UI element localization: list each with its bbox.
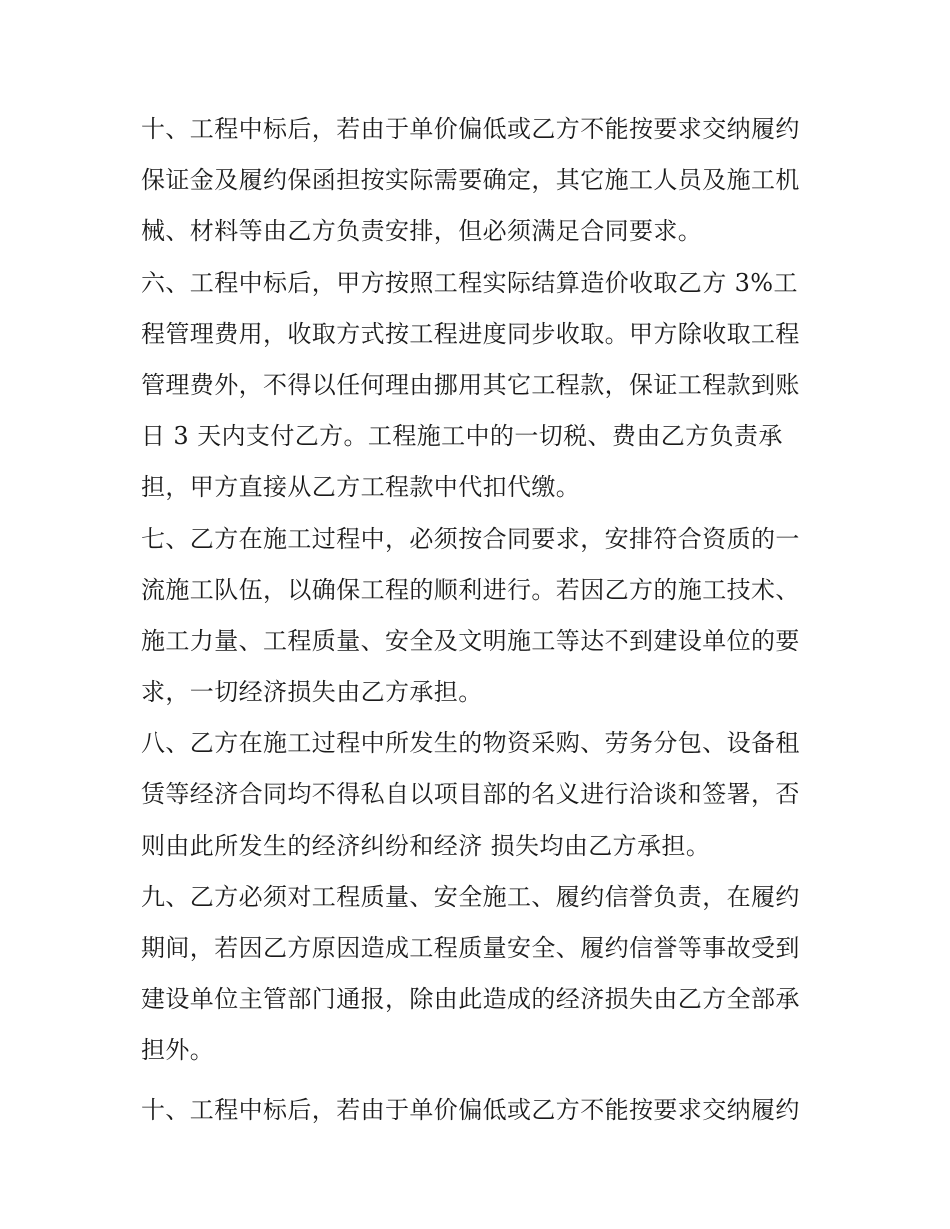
text-line: 担外。 bbox=[141, 1036, 215, 1065]
text-line: 保证金及履约保函担按实际需要确定，其它施工人员及施工机 bbox=[141, 166, 800, 195]
text-line: 十、工程中标后，若由于单价偏低或乙方不能按要求交纳履约 bbox=[141, 115, 800, 143]
paragraph bbox=[141, 258, 813, 514]
text-line: 求，一切经济损失由乙方承担。 bbox=[141, 678, 483, 707]
text-line: 七、乙方在施工过程中，必须按合同要求，安排符合资质的一 bbox=[141, 524, 800, 553]
paragraph bbox=[141, 872, 813, 1077]
text-line: 八、乙方在施工过程中所发生的物资采购、劳务分包、设备租 bbox=[141, 729, 800, 758]
text-line: 六、工程中标后，甲方按照工程实际结算造价收取乙方 3%工 bbox=[141, 268, 798, 297]
text-line: 程管理费用，收取方式按工程进度同步收取。甲方除收取工程 bbox=[141, 319, 800, 348]
paragraph bbox=[141, 718, 813, 872]
text-line: 期间，若因乙方原因造成工程质量安全、履约信誉等事故受到 bbox=[141, 934, 800, 962]
document-page bbox=[141, 104, 813, 1136]
text-line: 施工力量、工程质量、安全及文明施工等达不到建设单位的要 bbox=[141, 626, 800, 655]
text-line: 赁等经济合同均不得私自以项目部的名义进行洽谈和签署，否 bbox=[141, 780, 800, 809]
text-line: 流施工队伍，以确保工程的顺利进行。若因乙方的施工技术、 bbox=[141, 575, 800, 604]
paragraph bbox=[141, 1085, 813, 1136]
paragraph-spacer bbox=[141, 1077, 813, 1085]
paragraph bbox=[141, 514, 813, 719]
text-line: 十、工程中标后，若由于单价偏低或乙方不能按要求交纳履约 bbox=[141, 1095, 800, 1124]
text-line: 日 3 天内支付乙方。工程施工中的一切税、费由乙方负责承 bbox=[141, 422, 783, 451]
text-line: 械、材料等由乙方负责安排，但必须满足合同要求。 bbox=[141, 217, 703, 246]
text-line: 担，甲方直接从乙方工程款中代扣代缴。 bbox=[141, 473, 581, 502]
text-line: 建设单位主管部门通报，除由此造成的经济损失由乙方全部承 bbox=[141, 985, 800, 1014]
text-line: 九、乙方必须对工程质量、安全施工、履约信誉负责，在履约 bbox=[141, 882, 800, 911]
text-line: 则由此所发生的经济纠纷和经济 损失均由乙方承担。 bbox=[141, 831, 711, 860]
text-line: 管理费外，不得以任何理由挪用其它工程款，保证工程款到账 bbox=[141, 370, 800, 399]
paragraph bbox=[141, 104, 813, 258]
